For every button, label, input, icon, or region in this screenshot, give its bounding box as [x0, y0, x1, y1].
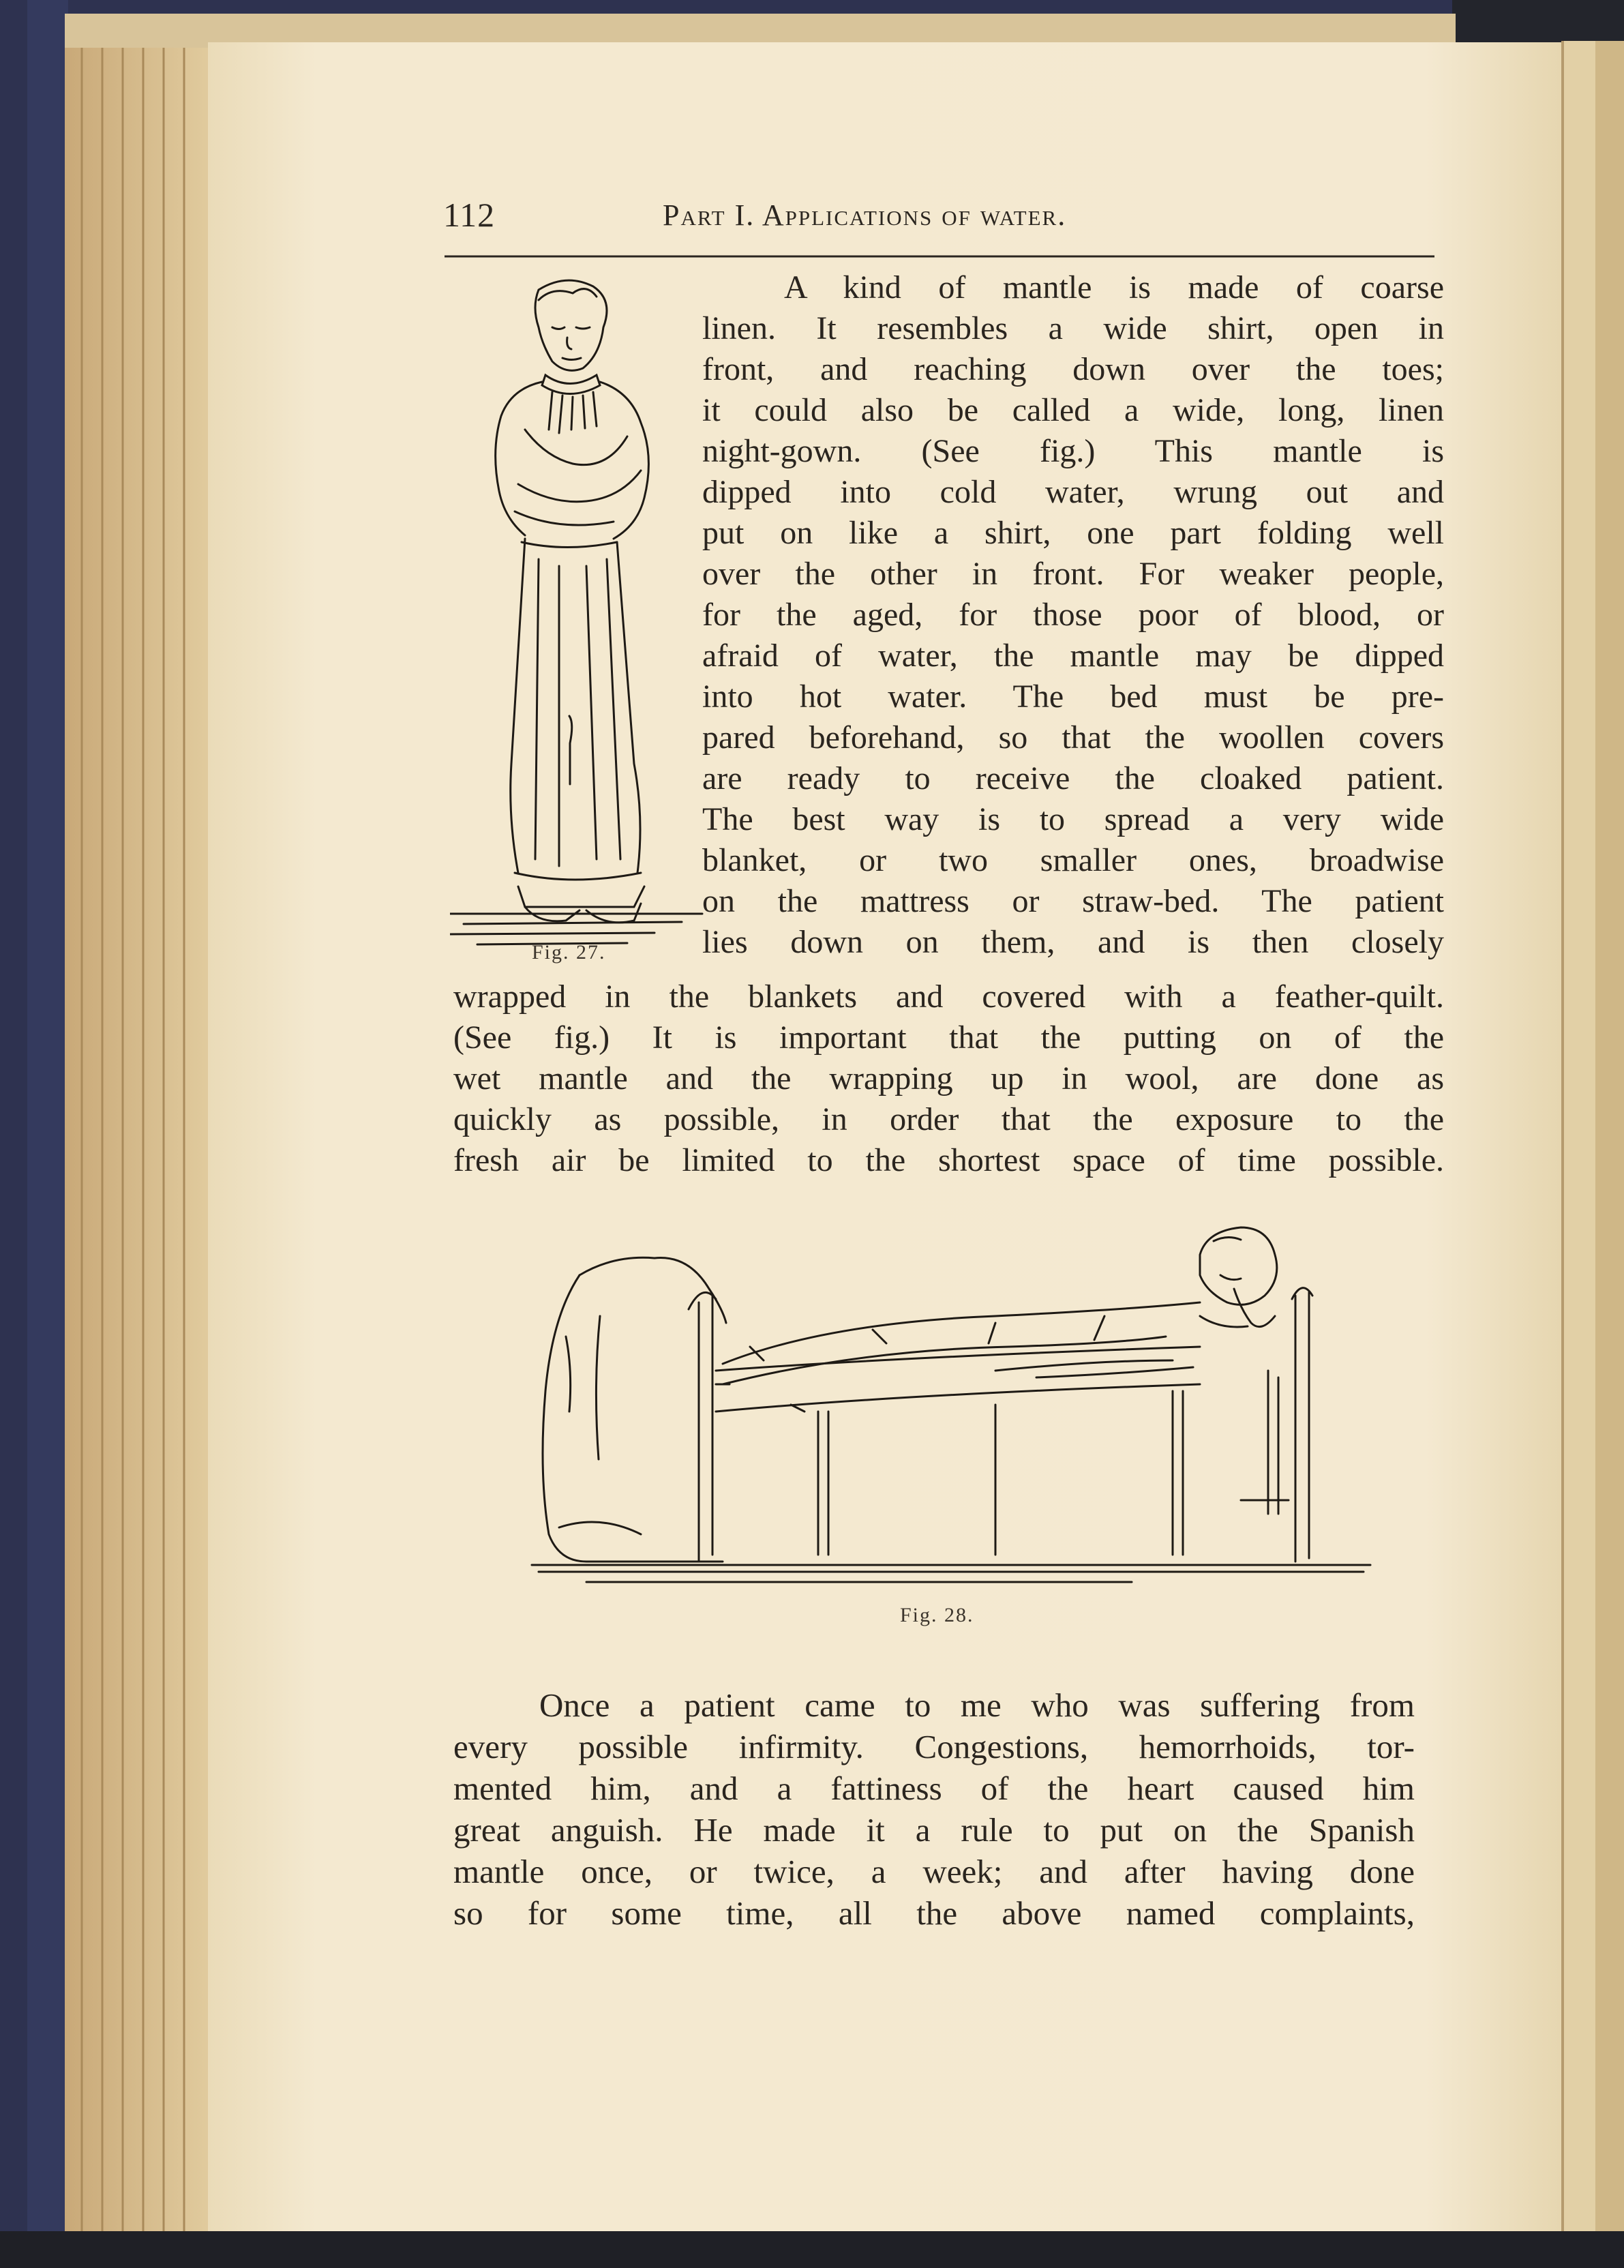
text-line: fresh air be limited to the shortest space of time possible. [453, 1142, 1444, 1178]
figure-28-illustration [518, 1214, 1384, 1596]
text-line: (See fig.) It is important that the putting on of the [453, 1019, 1444, 1056]
text-line: dipped into cold water, wrung out and [702, 474, 1444, 510]
text-line: front, and reaching down over the toes; [702, 351, 1444, 387]
paragraph-2 [453, 1684, 1415, 1934]
text-line: mented him, and a fattiness of the heart caused him [453, 1770, 1415, 1807]
text-line: it could also be called a wide, long, linen [702, 392, 1444, 428]
text-line: lies down on them, and is then closely [702, 924, 1444, 960]
text-line: A kind of mantle is made of coarse [784, 269, 1444, 305]
figure-27-caption: Fig. 27. [532, 941, 606, 964]
paragraph-1-wrapped [702, 267, 1444, 963]
text-line: put on like a shirt, one part folding well [702, 515, 1444, 551]
text-line: wrapped in the blankets and covered with a feather-quilt. [453, 979, 1444, 1015]
running-title: Part I. Applications of water. [663, 198, 1067, 232]
text-line: quickly as possible, in order that the exposure to the [453, 1101, 1444, 1137]
text-line: pared beforehand, so that the woollen covers [702, 719, 1444, 756]
text-line: blanket, or two smaller ones, broadwise [702, 842, 1444, 878]
text-line: for the aged, for those poor of blood, or [702, 597, 1444, 633]
text-line: The best way is to spread a very wide [702, 801, 1444, 837]
running-head [443, 195, 1439, 243]
text-line: mantle once, or twice, a week; and after having done [453, 1853, 1415, 1890]
figure-27-illustration [450, 273, 709, 948]
text-line: great anguish. He made it a rule to put on the Spanish [453, 1811, 1415, 1849]
text-line: Once a patient came to me who was suffering from [539, 1686, 1415, 1724]
figure-28-caption: Fig. 28. [900, 1604, 974, 1626]
text-line: over the other in front. For weaker people, [702, 556, 1444, 592]
text-line: on the mattress or straw-bed. The patient [702, 883, 1444, 919]
page-number: 112 [443, 196, 496, 234]
text-line: so for some time, all the above named complaints, [453, 1894, 1415, 1932]
text-line: night-gown. (See fig.) This mantle is [702, 433, 1444, 469]
text-line: wet mantle and the wrapping up in wool, are done as [453, 1060, 1444, 1096]
text-line: every possible infirmity. Congestions, hemorrhoids, tor- [453, 1728, 1415, 1765]
paragraph-1-continued [453, 976, 1444, 1181]
text-line: afraid of water, the mantle may be dipped [702, 638, 1444, 674]
text-line: into hot water. The bed must be pre- [702, 678, 1444, 715]
text-line: linen. It resembles a wide shirt, open in [702, 310, 1444, 346]
text-line: are ready to receive the cloaked patient. [702, 760, 1444, 796]
